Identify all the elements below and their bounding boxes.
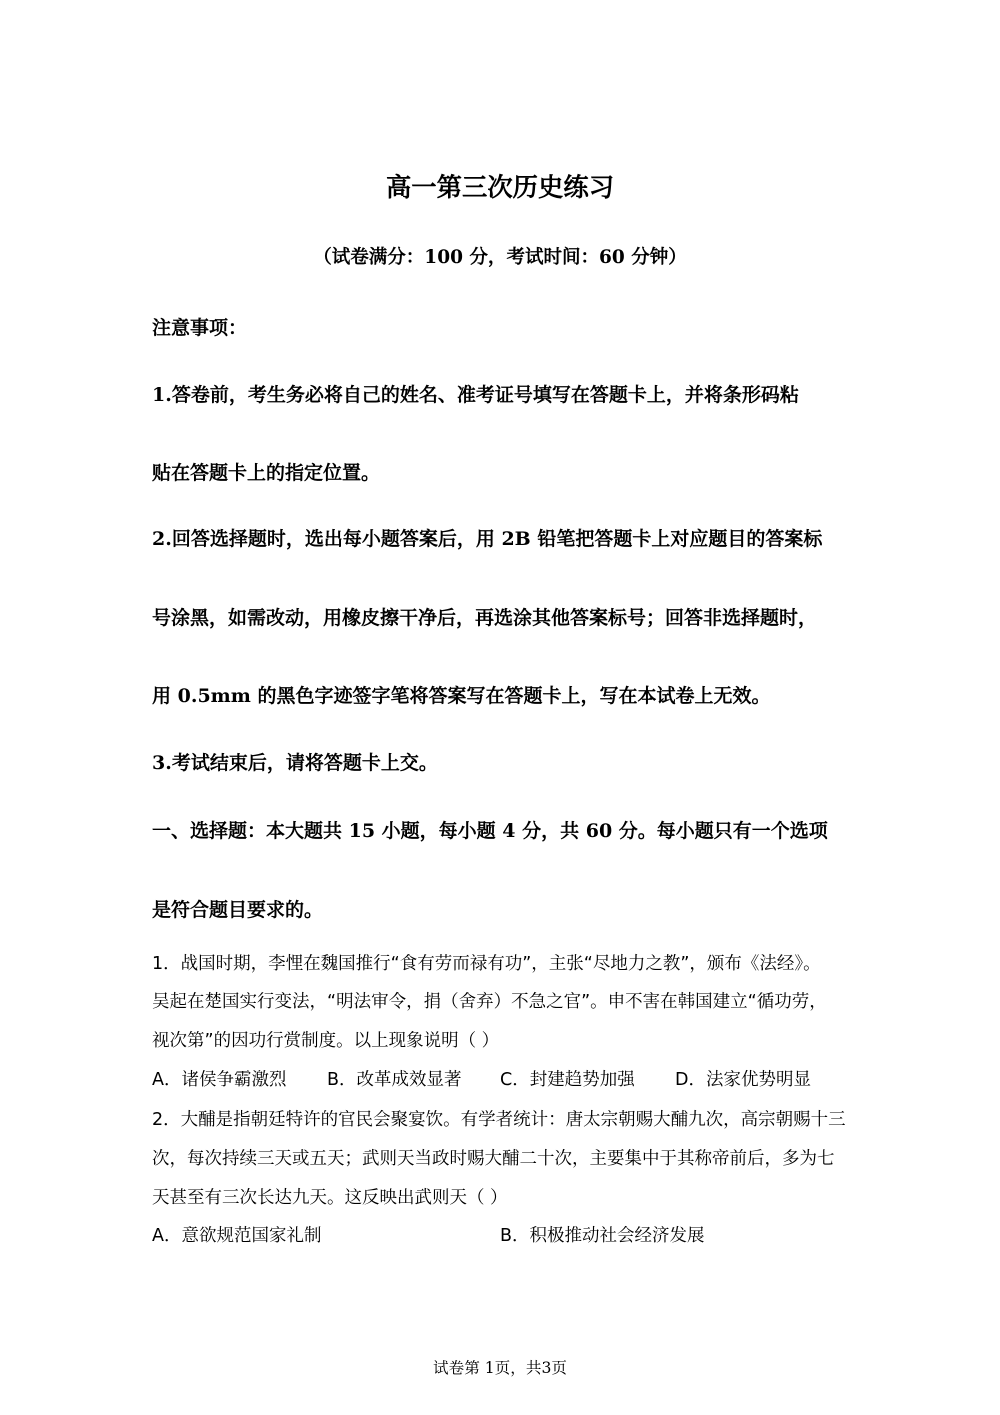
notice-line: 贴在答题卡上的指定位置。 bbox=[152, 462, 381, 484]
question-1-line: 视次第”的因功行赏制度。以上现象说明（ ） bbox=[152, 1031, 500, 1051]
notice-line: 用 0.5mm 的黑色字迹签字笔将答案写在答题卡上，写在本试卷上无效。 bbox=[152, 685, 771, 707]
exam-info: （试卷满分：100 分，考试时间：60 分钟） bbox=[313, 247, 687, 268]
question-1-option-b: B．改革成效显著 bbox=[327, 1070, 462, 1090]
section-heading: 是符合题目要求的。 bbox=[152, 899, 324, 921]
question-1-option-d: D．法家优势明显 bbox=[675, 1070, 811, 1090]
notice-line: 3.考试结束后，请将答题卡上交。 bbox=[152, 752, 438, 774]
question-1-option-a: A．诸侯争霸激烈 bbox=[152, 1070, 287, 1090]
question-2-line: 天甚至有三次长达九天。这反映出武则天（ ） bbox=[152, 1188, 508, 1208]
question-1-line: 1．战国时期，李悝在魏国推行“食有劳而禄有功”，主张“尽地力之教”，颁布《法经》。 bbox=[152, 954, 821, 974]
question-1-line: 吴起在楚国实行变法，“明法审令，捐（舍弃）不急之官”。申不害在韩国建立“循功劳， bbox=[152, 992, 827, 1012]
question-1-option-c: C．封建趋势加强 bbox=[500, 1070, 635, 1090]
question-2-line: 次，每次持续三天或五天；武则天当政时赐大酺二十次，主要集中于其称帝前后，多为七 bbox=[152, 1149, 835, 1169]
notice-heading: 注意事项： bbox=[152, 317, 248, 339]
notice-line: 2.回答选择题时，选出每小题答案后，用 2B 铅笔把答题卡上对应题目的答案标 bbox=[152, 528, 823, 550]
notice-line: 1.答卷前，考生务必将自己的姓名、准考证号填写在答题卡上，并将条形码粘 bbox=[152, 384, 799, 406]
page-title: 高一第三次历史练习 bbox=[385, 172, 615, 202]
question-2-option-b: B．积极推动社会经济发展 bbox=[500, 1226, 705, 1246]
section-heading: 一、选择题：本大题共 15 小题，每小题 4 分，共 60 分。每小题只有一个选项 bbox=[152, 820, 828, 842]
notice-line: 号涂黑，如需改动，用橡皮擦干净后，再选涂其他答案标号；回答非选择题时， bbox=[152, 607, 818, 629]
question-2-option-a: A．意欲规范国家礼制 bbox=[152, 1226, 322, 1246]
question-2-line: 2．大酺是指朝廷特许的官民会聚宴饮。有学者统计：唐太宗朝赐大酺九次，高宗朝赐十三 bbox=[152, 1110, 846, 1130]
page-footer: 试卷第 1页，共3页 bbox=[433, 1359, 567, 1377]
